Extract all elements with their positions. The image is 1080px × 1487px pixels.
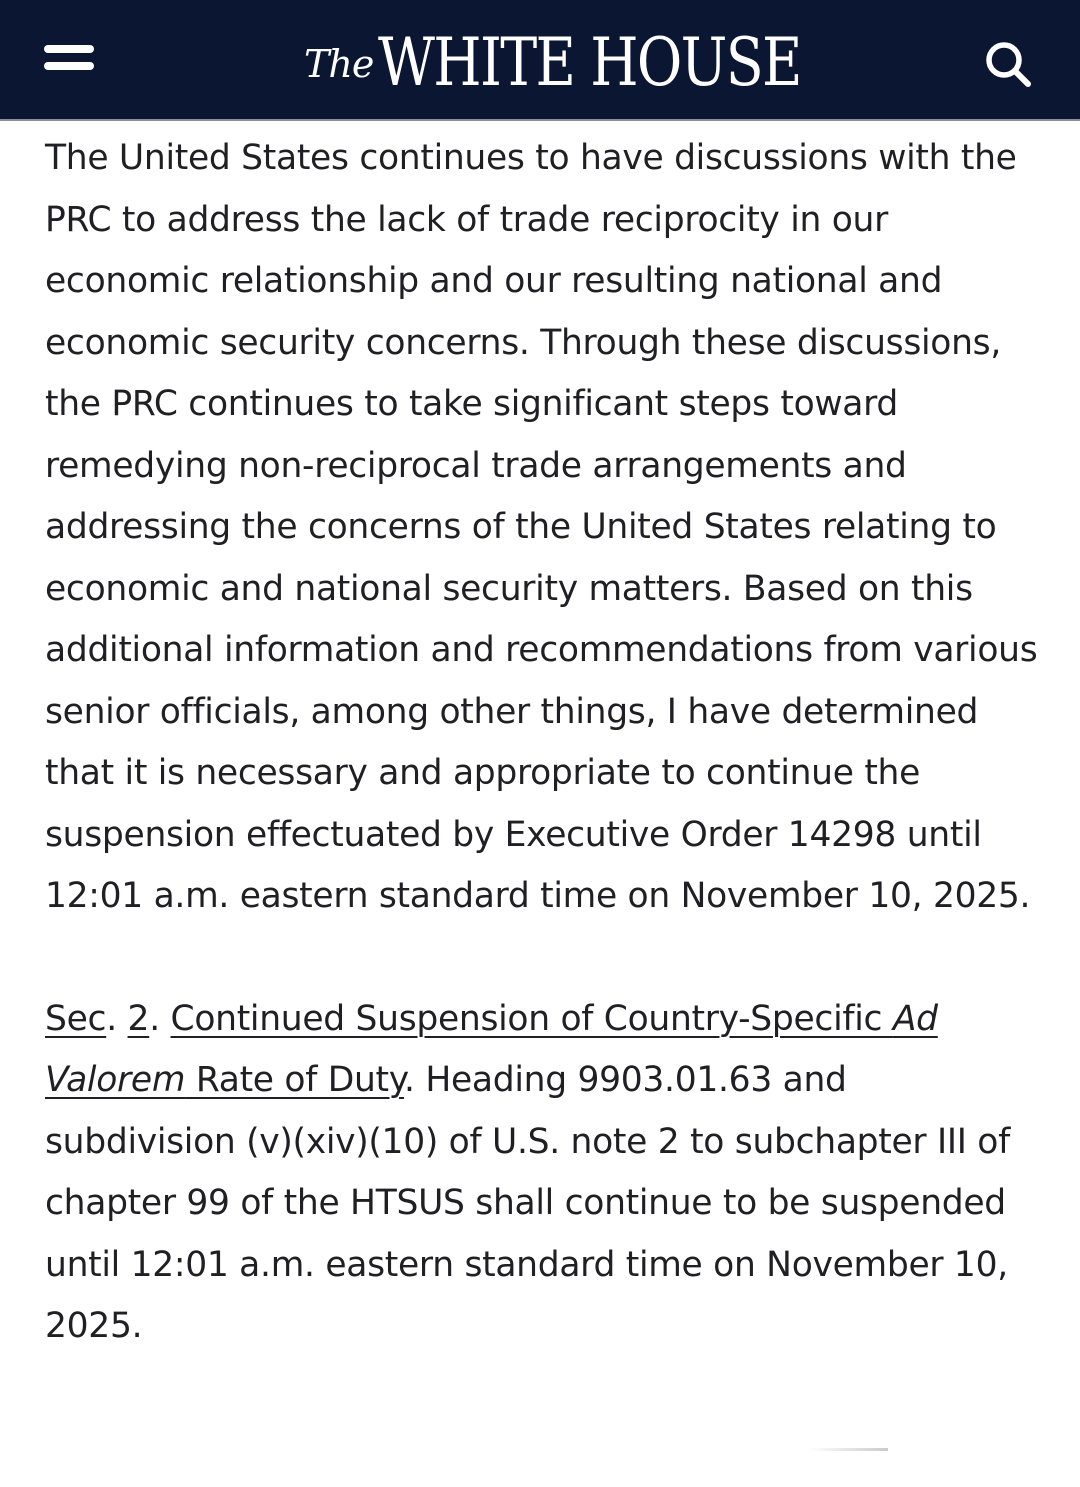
logo-the-text: The xyxy=(304,42,374,86)
search-icon-graphic xyxy=(982,38,1034,90)
section-heading-italic: Ad Valorem xyxy=(45,998,938,1100)
hamburger-menu-icon[interactable] xyxy=(40,40,98,80)
watermark xyxy=(808,1430,1070,1470)
menu-bar-bottom xyxy=(44,62,94,70)
section-heading-dot: . xyxy=(403,1060,426,1100)
top-navigation-bar xyxy=(0,0,1080,121)
logo-white-house-text: WHITE HOUSE xyxy=(378,24,801,101)
sec-link[interactable]: Sec xyxy=(45,998,107,1039)
watermark-line xyxy=(808,1448,888,1451)
menu-bar-top xyxy=(44,45,94,53)
paragraph-continued-discussions: The United States continues to have discussions with the PRC to address the lack of trade reciprocity in our economic relationship and our resulting national and economic security concerns. Through these discussions, the PRC continues to take significant steps toward remedying non-reciprocal trade arrangements and addressing the concerns of the United States relating to economic and national security matters. Based on this additional information and recommendations from various senior officials, among other things, I have determined that it is necessary and appropriate to continue the suspension effectuated by Executive Order 14298 until 12:01 a.m. eastern standard time on November 10, 2025. xyxy=(45,138,1038,916)
white-house-logo[interactable] xyxy=(300,18,801,102)
section-number-link[interactable]: 2 xyxy=(127,998,150,1039)
section-heading-part-1: Continued Suspension of Country-Specific xyxy=(170,998,893,1039)
section-heading-part-2: Rate of Duty xyxy=(185,1060,404,1100)
article-body xyxy=(45,128,1045,1358)
search-icon[interactable] xyxy=(982,38,1034,90)
section-2-text: Heading 9903.01.63 and subdivision (v)(xiv)(10) of U.S. note 2 to subchapter III of chapter 99 of the HTSUS shall continue to be suspended until 12:01 a.m. eastern standard time on November 10, 2025. xyxy=(45,1060,1010,1346)
sec-dot: . xyxy=(106,998,128,1039)
section-number-dot: . xyxy=(149,998,171,1039)
section-2-paragraph xyxy=(45,989,1045,1358)
